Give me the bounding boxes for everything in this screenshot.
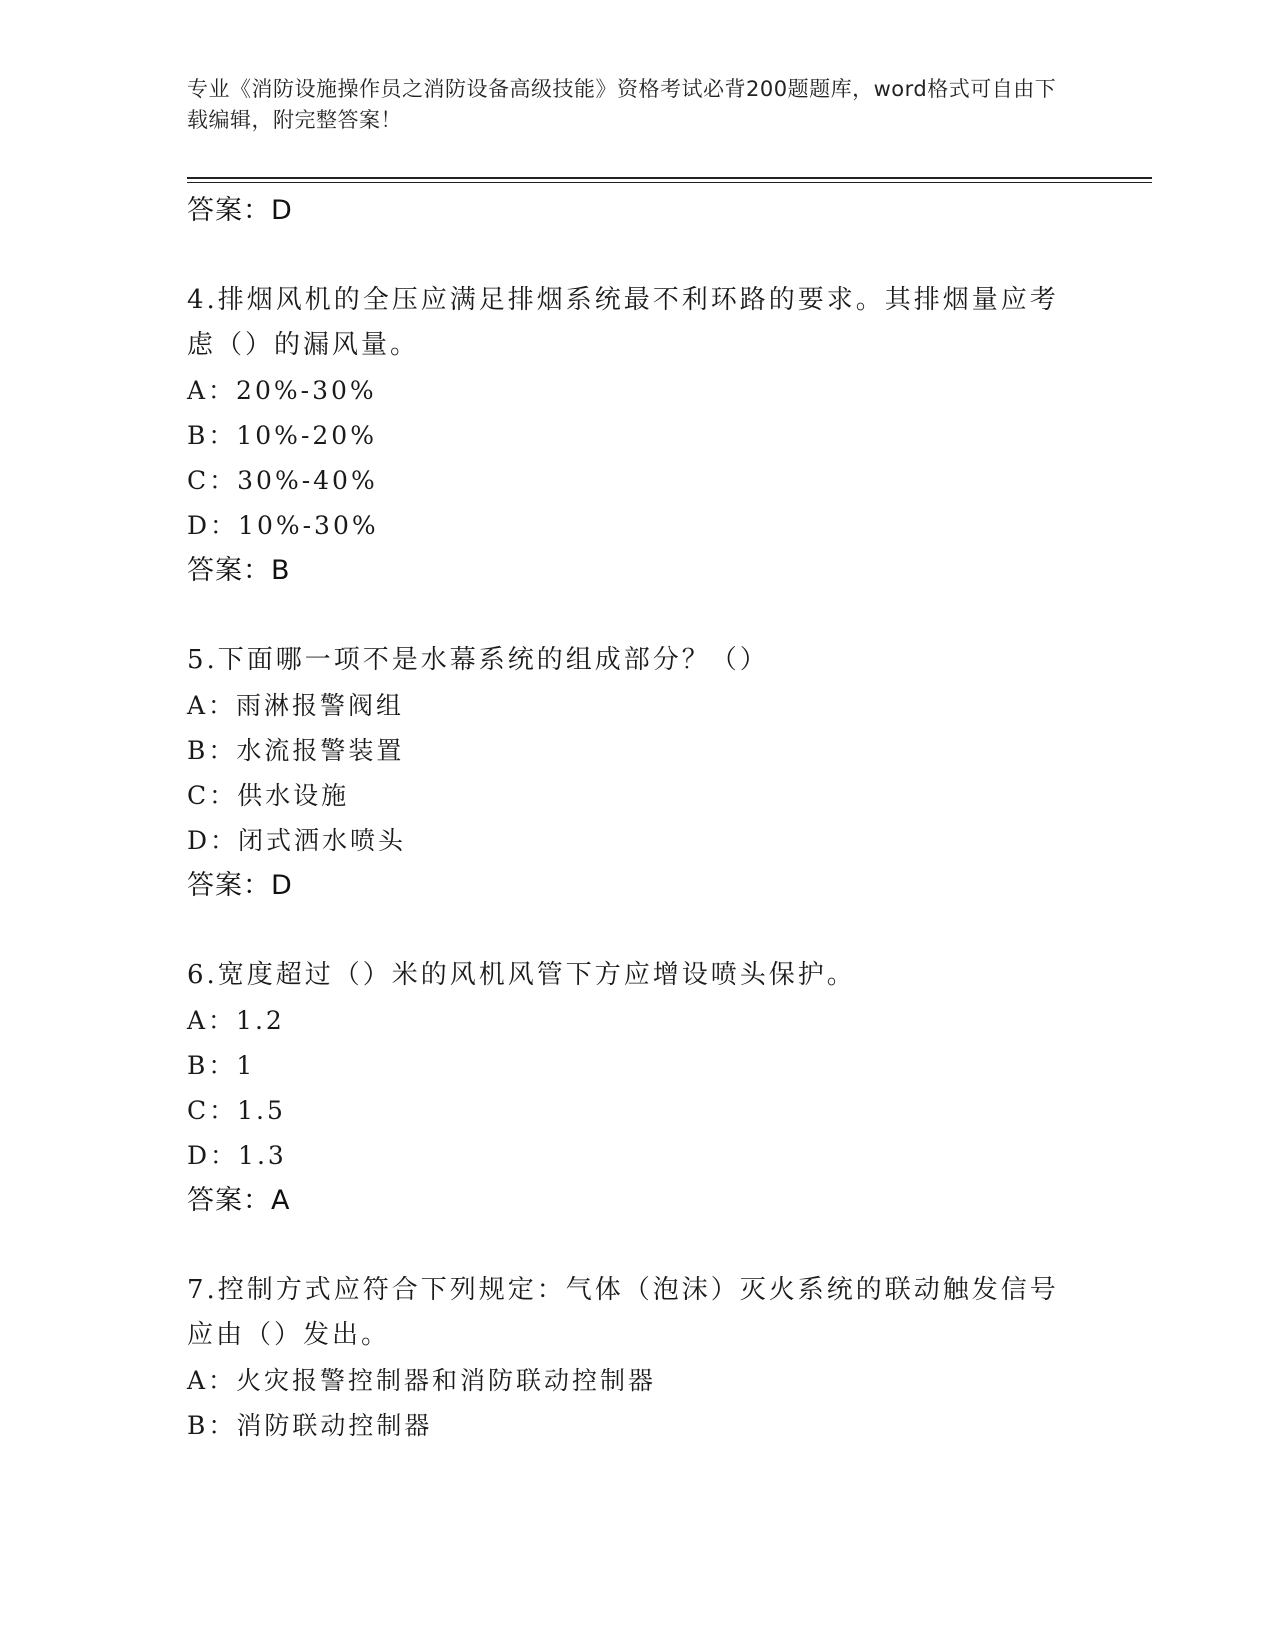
option-d: D：闭式洒水喷头 — [187, 826, 407, 855]
answer-line: 答案：B — [187, 555, 291, 586]
answer-line: 答案：D — [187, 870, 293, 901]
header-divider-thick — [187, 177, 1152, 179]
question-text: 4.排烟风机的全压应满足排烟系统最不利环路的要求。其排烟量应考虑（）的漏风量。 — [187, 285, 1059, 360]
option-c: C：供水设施 — [187, 781, 350, 810]
option-a: A：雨淋报警阀组 — [187, 691, 405, 720]
answer-line: 答案：A — [187, 1185, 291, 1216]
option-d: D：10%-30% — [187, 511, 379, 540]
question-7 — [187, 1268, 1067, 1448]
question-6 — [187, 953, 1067, 1223]
answer-line: 答案：D — [187, 195, 293, 226]
question-5 — [187, 638, 1067, 908]
question-4 — [187, 278, 1067, 593]
option-a: A：1.2 — [187, 1006, 285, 1035]
option-d: D：1.3 — [187, 1141, 287, 1170]
option-b: B：消防联动控制器 — [187, 1411, 433, 1440]
option-a: A：20%-30% — [187, 376, 377, 405]
page-header: 专业《消防设施操作员之消防设备高级技能》资格考试必背200题题库，word格式可自由下载编辑，附完整答案！ — [187, 77, 1057, 132]
option-b: B：1 — [187, 1051, 256, 1080]
option-c: C：1.5 — [187, 1096, 286, 1125]
option-c: C：30%-40% — [187, 466, 378, 495]
question-list — [187, 188, 1067, 1448]
spacer — [187, 593, 1067, 638]
question-text: 5.下面哪一项不是水幕系统的组成部分？（） — [187, 645, 769, 675]
option-b: B：10%-20% — [187, 421, 377, 450]
question-text: 7.控制方式应符合下列规定：气体（泡沫）灭火系统的联动触发信号应由（）发出。 — [187, 1275, 1059, 1350]
spacer — [187, 233, 1067, 278]
spacer — [187, 908, 1067, 953]
spacer — [187, 1223, 1067, 1268]
option-a: A：火灾报警控制器和消防联动控制器 — [187, 1366, 657, 1395]
option-b: B：水流报警装置 — [187, 736, 405, 765]
header-divider-thin — [187, 182, 1152, 183]
question-text: 6.宽度超过（）米的风机风管下方应增设喷头保护。 — [187, 960, 856, 990]
